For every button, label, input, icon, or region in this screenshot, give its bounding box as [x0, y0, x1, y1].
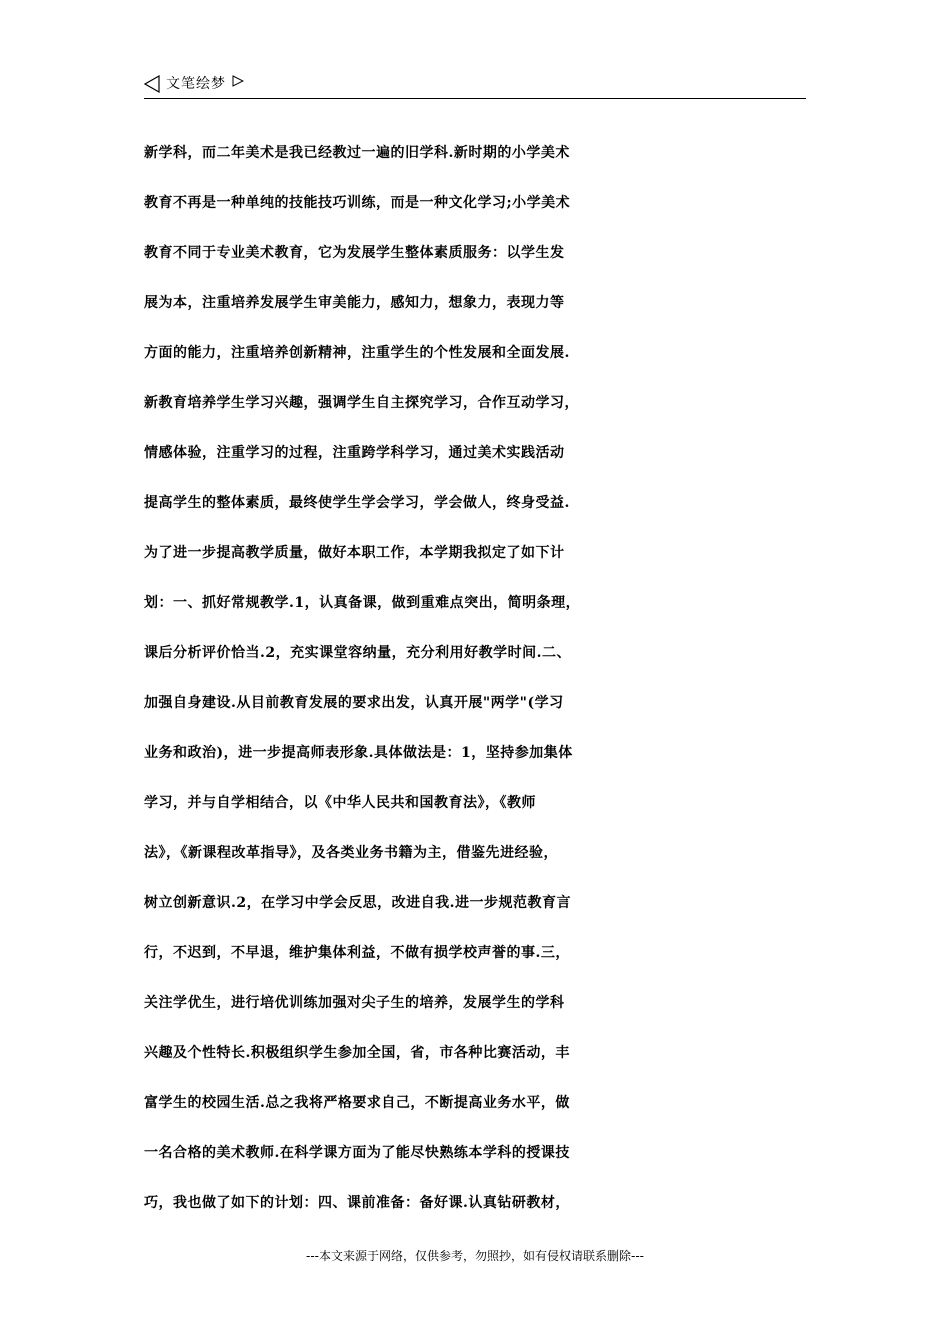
document-body	[144, 128, 814, 1228]
text-line: 课后分析评价恰当.2，充实课堂容纳量，充分利用好教学时间.二、	[144, 645, 571, 661]
text-line: 教育不再是一种单纯的技能技巧训练，而是一种文化学习;小学美术	[144, 195, 571, 211]
text-line: 富学生的校园生活.总之我将严格要求自己，不断提高业务水平，做	[144, 1095, 570, 1111]
text-line: 加强自身建设.从目前教育发展的要求出发，认真开展"两学"(学习	[144, 695, 564, 711]
page-header	[144, 72, 806, 99]
text-line: 方面的能力，注重培养创新精神，注重学生的个性发展和全面发展.	[144, 345, 570, 361]
text-line: 学习，并与自学相结合，以《中华人民共和国教育法》，《教师	[144, 795, 536, 811]
text-line: 新学科，而二年美术是我已经教过一遍的旧学科.新时期的小学美术	[144, 145, 570, 161]
header-brand: 文笔绘梦	[166, 76, 226, 92]
text-line: 法》，《新课程改革指导》，及各类业务书籍为主，借鉴先进经验，	[144, 845, 558, 861]
text-line: 展为本，注重培养发展学生审美能力，感知力，想象力，表现力等	[144, 295, 565, 311]
text-line: 新教育培养学生学习兴趣，强调学生自主探究学习，合作互动学习，	[144, 395, 579, 411]
triangle-left-outline-icon	[144, 75, 160, 93]
text-line: 兴趣及个性特长.积极组织学生参加全国，省，市各种比赛活动，丰	[144, 1045, 570, 1061]
text-line: 教育不同于专业美术教育，它为发展学生整体素质服务：以学生发	[144, 245, 565, 261]
text-line: 业务和政治)，进一步提高师表形象.具体做法是：1，坚持参加集体	[144, 745, 573, 761]
footer-disclaimer: ---本文来源于网络，仅供参考，勿照抄，如有侵权请联系删除---	[306, 1249, 644, 1263]
triangle-right-outline-icon	[232, 75, 244, 87]
text-line: 划：一、抓好常规教学.1，认真备课，做到重难点突出，简明条理，	[144, 595, 581, 611]
text-line: 树立创新意识.2，在学习中学会反思，改进自我.进一步规范教育言	[144, 895, 571, 911]
text-line: 提高学生的整体素质，最终使学生学会学习，学会做人，终身受益.	[144, 495, 570, 511]
text-line: 情感体验，注重学习的过程，注重跨学科学习，通过美术实践活动	[144, 445, 565, 461]
text-line: 关注学优生，进行培优训练加强对尖子生的培养，发展学生的学科	[144, 995, 565, 1011]
text-line: 为了进一步提高教学质量，做好本职工作，本学期我拟定了如下计	[144, 545, 565, 561]
text-line: 一名合格的美术教师.在科学课方面为了能尽快熟练本学科的授课技	[144, 1145, 570, 1161]
text-line: 行，不迟到，不早退，维护集体利益，不做有损学校声誉的事.三，	[144, 945, 570, 961]
text-line: 巧，我也做了如下的计划：四、课前准备：备好课.认真钻研教材，	[144, 1195, 570, 1211]
